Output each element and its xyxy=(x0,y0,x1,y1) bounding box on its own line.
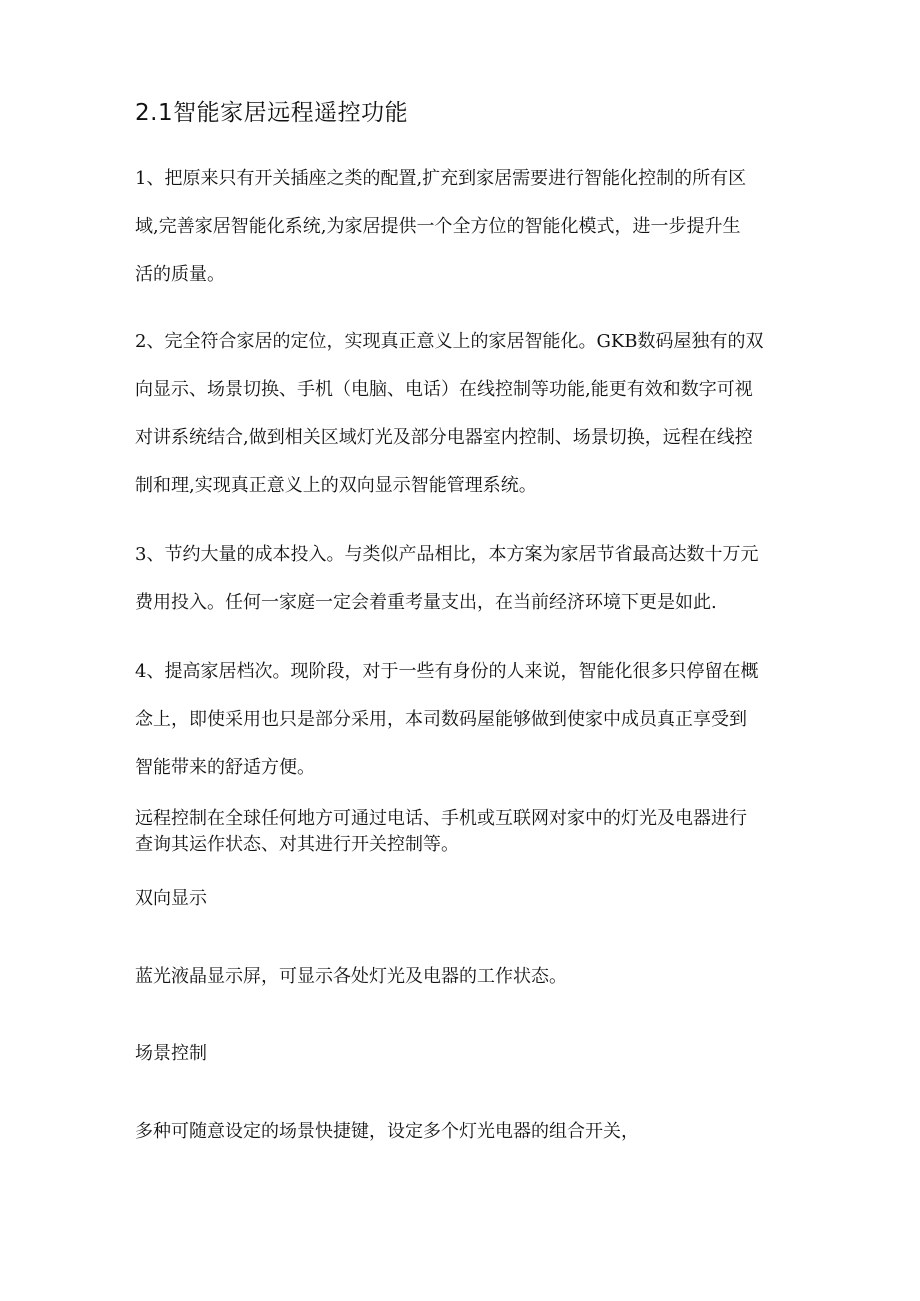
paragraph-line: 4、提高家居档次。现阶段，对于一些有身份的人来说，智能化很多只停留在概 xyxy=(135,661,759,682)
paragraph-1 xyxy=(135,155,785,299)
paragraph-line: 远程控制在全球任何地方可通过电话、手机或互联网对家中的灯光及电器进行 xyxy=(135,808,747,829)
paragraph-line: 费用投入。任何一家庭一定会着重考量支出，在当前经济环境下更是如此. xyxy=(135,592,717,613)
paragraph-5 xyxy=(135,806,785,858)
paragraph-line: 制和理,实现真正意义上的双向显示智能管理系统。 xyxy=(135,475,537,496)
paragraph-2 xyxy=(135,318,785,510)
paragraph-line: 2、完全符合家居的定位，实现真正意义上的家居智能化。GKB数码屋独有的双 xyxy=(135,331,764,352)
paragraph-line: 1、把原来只有开关插座之类的配置,扩充到家居需要进行智能化控制的所有区 xyxy=(135,168,747,189)
paragraph-3 xyxy=(135,531,785,627)
paragraph-line: 查询其运作状态、对其进行开关控制等。 xyxy=(135,834,459,855)
paragraph-line: 向显示、场景切换、手机（电脑、电话）在线控制等功能,能更有效和数字可视 xyxy=(135,379,753,400)
paragraph-line: 活的质量。 xyxy=(135,264,225,285)
paragraph-4 xyxy=(135,648,785,792)
paragraph-line: 对讲系统结合,做到相关区域灯光及部分电器室内控制、场景切换，远程在线控 xyxy=(135,427,753,448)
text-scene-control: 多种可随意设定的场景快捷键，设定多个灯光电器的组合开关， xyxy=(135,1121,639,1142)
section-heading: 2.1智能家居远程遥控功能 xyxy=(135,100,409,126)
paragraph-line: 智能带来的舒适方便。 xyxy=(135,757,315,778)
paragraph-line: 3、节约大量的成本投入。与类似产品相比，本方案为家居节省最高达数十万元 xyxy=(135,544,759,565)
paragraph-line: 域,完善家居智能化系统,为家居提供一个全方位的智能化模式，进一步提升生 xyxy=(135,216,741,237)
label-scene-control: 场景控制 xyxy=(135,1043,207,1064)
text-bidirectional-display: 蓝光液晶显示屏，可显示各处灯光及电器的工作状态。 xyxy=(135,966,567,987)
label-bidirectional-display: 双向显示 xyxy=(135,888,207,909)
paragraph-line: 念上，即使采用也只是部分采用，本司数码屋能够做到使家中成员真正享受到 xyxy=(135,709,747,730)
